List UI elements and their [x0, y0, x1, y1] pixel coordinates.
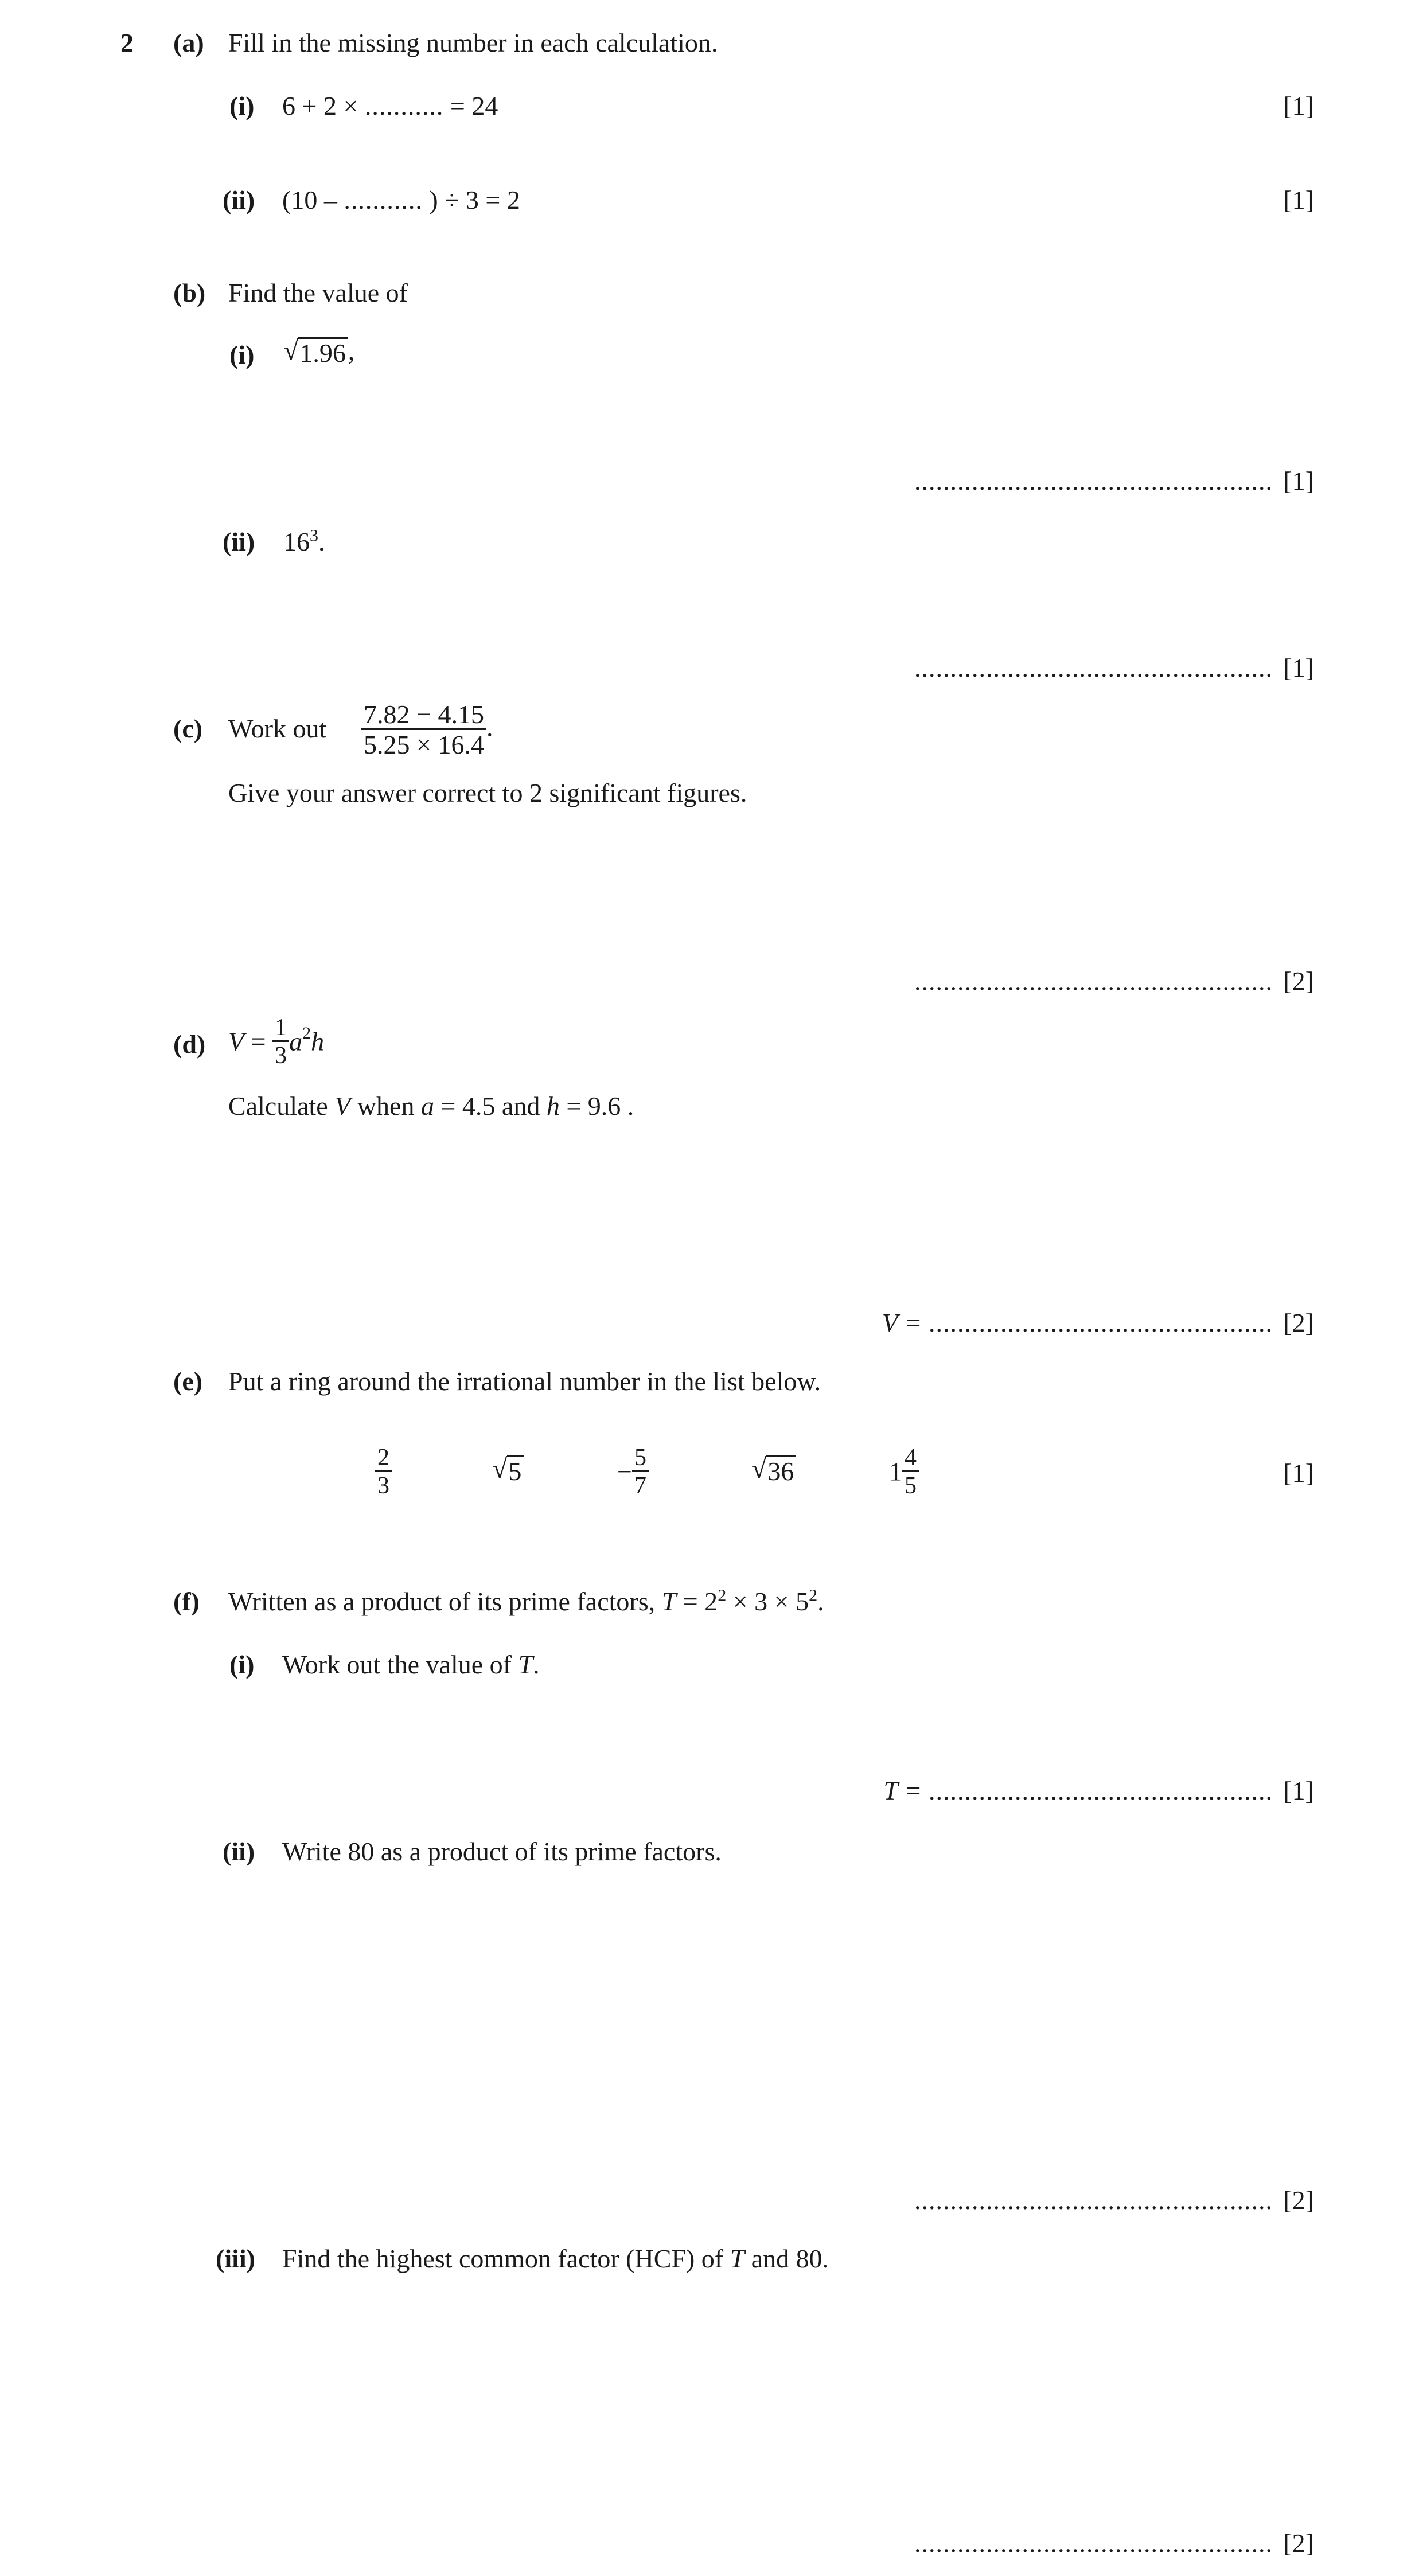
part-f-i-text-pre: Work out the value of [282, 1650, 512, 1679]
part-b-i-suffix: , [348, 336, 355, 365]
part-c-marks: [2] [1283, 966, 1314, 996]
part-f-iii-marks: [2] [1283, 2528, 1314, 2558]
part-f-ii-text: Write 80 as a product of its prime factors. [282, 1837, 722, 1866]
part-f-label: (f) [173, 1587, 200, 1616]
part-d-frac-num: 1 [275, 1014, 287, 1041]
part-f-end: . [817, 1587, 824, 1616]
question-number: 2 [120, 28, 134, 57]
part-f-ii-answer-line[interactable]: .................................................. [914, 2185, 1273, 2215]
part-f-i-answer-line[interactable]: ................................................ [929, 1776, 1273, 1805]
choice-negative-sign: − [617, 1457, 632, 1486]
part-f-iii-label: (iii) [216, 2244, 255, 2273]
part-a-i-equation [282, 93, 498, 119]
part-f-instruction [228, 1588, 824, 1615]
choice-five-sevenths-num: 5 [634, 1445, 646, 1471]
part-f-instruction-pre: Written as a product of its prime factors, [228, 1587, 656, 1616]
part-a-ii-equation [282, 187, 520, 213]
part-a-instruction: Fill in the missing number in each calculation. [228, 28, 718, 57]
choice-root-five-radicand: 5 [507, 1455, 524, 1485]
part-b-instruction: Find the value of [228, 278, 408, 307]
part-d-eq-a: = 4.5 and [440, 1091, 540, 1121]
part-d-var-h: h [546, 1091, 560, 1121]
part-e-instruction: Put a ring around the irrational number in the list below. [228, 1367, 821, 1396]
part-e-label: (e) [173, 1367, 203, 1396]
part-d-formula-h: h [311, 1027, 325, 1056]
part-d-instruction-var: V [334, 1091, 351, 1121]
part-d-formula-exponent: 2 [302, 1023, 311, 1043]
part-b-label: (b) [173, 278, 206, 307]
part-f-iii-text-pre: Find the highest common factor (HCF) of [282, 2244, 724, 2273]
part-f-exp2: 2 [809, 1586, 818, 1605]
part-f-var-t: T [661, 1587, 677, 1616]
part-f-i-label: (i) [229, 1650, 255, 1679]
part-f-iii-answer-line[interactable]: .................................................. [914, 2528, 1273, 2558]
part-d-marks: [2] [1283, 1308, 1314, 1337]
part-a-label: (a) [173, 28, 204, 57]
part-d-formula [228, 1015, 324, 1068]
part-d-instruction-pre: Calculate [228, 1091, 328, 1121]
part-c-suffix: . [486, 712, 493, 742]
part-a-i-label: (i) [229, 91, 255, 120]
part-a-ii-right: ) ÷ 3 = 2 [429, 185, 520, 214]
part-f-i-answer-prefix: T = [883, 1776, 922, 1805]
choice-two-thirds-num: 2 [377, 1445, 389, 1471]
part-c-note: Give your answer correct to 2 significant figures. [228, 778, 747, 807]
part-f-i-answer [883, 1778, 1273, 1804]
choice-negative-five-sevenths[interactable] [617, 1445, 649, 1498]
choice-root-thirty-six[interactable]: √ 36 [751, 1455, 796, 1485]
part-d-formula-lhs: V [228, 1027, 245, 1056]
choice-two-thirds[interactable] [375, 1445, 392, 1498]
part-c-label: (c) [173, 714, 203, 743]
part-d-answer-line[interactable]: ................................................ [929, 1308, 1273, 1337]
part-c-numerator: 7.82 − 4.15 [364, 700, 484, 729]
part-c-answer-line[interactable]: .................................................. [914, 966, 1273, 996]
part-d-instruction [228, 1093, 634, 1119]
choice-mixed-whole: 1 [889, 1457, 902, 1486]
part-b-ii-label: (ii) [223, 527, 255, 556]
part-e-marks: [1] [1283, 1458, 1314, 1488]
part-b-ii-suffix: . [318, 527, 325, 556]
choice-one-and-four-fifths[interactable] [889, 1445, 919, 1498]
square-root-icon: √ 1.96 [283, 337, 348, 366]
part-b-ii-marks: [1] [1283, 653, 1314, 682]
part-b-ii-exponent: 3 [310, 526, 318, 545]
choice-mixed-den: 5 [902, 1470, 919, 1498]
part-a-i-marks: [1] [1283, 91, 1314, 120]
part-f-i-marks: [1] [1283, 1776, 1314, 1805]
part-f-iii-text [282, 2246, 829, 2272]
part-a-ii-left: (10 – [282, 185, 337, 214]
part-f-ii-marks: [2] [1283, 2185, 1314, 2215]
part-b-i-radicand: 1.96 [298, 337, 348, 366]
part-f-i-text-post: . [533, 1650, 540, 1679]
part-a-ii-marks: [1] [1283, 185, 1314, 214]
part-f-iii-text-post: and 80. [751, 2244, 829, 2273]
part-a-i-blank[interactable]: ........... [364, 91, 444, 120]
choice-root-five[interactable]: √ 5 [492, 1455, 524, 1485]
part-f-iii-var: T [730, 2244, 745, 2273]
part-c-fraction [361, 701, 486, 759]
part-d-eq-h: = 9.6 . [566, 1091, 634, 1121]
part-f-ii-label: (ii) [223, 1837, 255, 1866]
choice-two-thirds-den: 3 [375, 1470, 392, 1498]
part-a-i-right: = 24 [450, 91, 498, 120]
part-f-mid: × 3 × 5 [732, 1587, 809, 1616]
part-b-ii-answer-line[interactable]: .................................................. [914, 653, 1273, 682]
part-d-formula-a: a [289, 1027, 303, 1056]
part-f-exp1: 2 [718, 1586, 727, 1605]
part-d-formula-fraction [272, 1015, 289, 1068]
part-b-ii-expression [283, 526, 325, 556]
part-d-label: (d) [173, 1029, 206, 1059]
choice-five-sevenths-den: 7 [632, 1470, 649, 1498]
part-d-answer-prefix: V = [882, 1308, 922, 1337]
part-b-i-answer-line[interactable]: .................................................. [914, 466, 1273, 495]
part-a-ii-blank[interactable]: ........... [344, 185, 423, 214]
part-a-ii-label: (ii) [223, 185, 255, 214]
part-f-eq: = 2 [683, 1587, 718, 1616]
part-d-instruction-mid: when [357, 1091, 415, 1121]
choice-mixed-num: 4 [905, 1445, 917, 1471]
choice-root-thirty-six-radicand: 36 [766, 1455, 796, 1485]
part-b-i-expression [283, 337, 354, 366]
part-f-i-text [282, 1652, 540, 1678]
part-d-var-a: a [420, 1091, 434, 1121]
part-b-i-label: (i) [229, 340, 255, 369]
part-b-i-marks: [1] [1283, 466, 1314, 495]
part-b-ii-base: 16 [283, 527, 310, 556]
part-c-instruction: Work out [228, 714, 327, 743]
part-c-denominator: 5.25 × 16.4 [361, 728, 486, 759]
part-d-formula-eq: = [251, 1027, 266, 1056]
part-c-fraction-expression [361, 701, 493, 759]
part-f-i-var: T [518, 1650, 533, 1679]
part-d-answer [882, 1310, 1273, 1336]
part-d-frac-den: 3 [272, 1040, 289, 1068]
part-a-i-left: 6 + 2 × [282, 91, 358, 120]
